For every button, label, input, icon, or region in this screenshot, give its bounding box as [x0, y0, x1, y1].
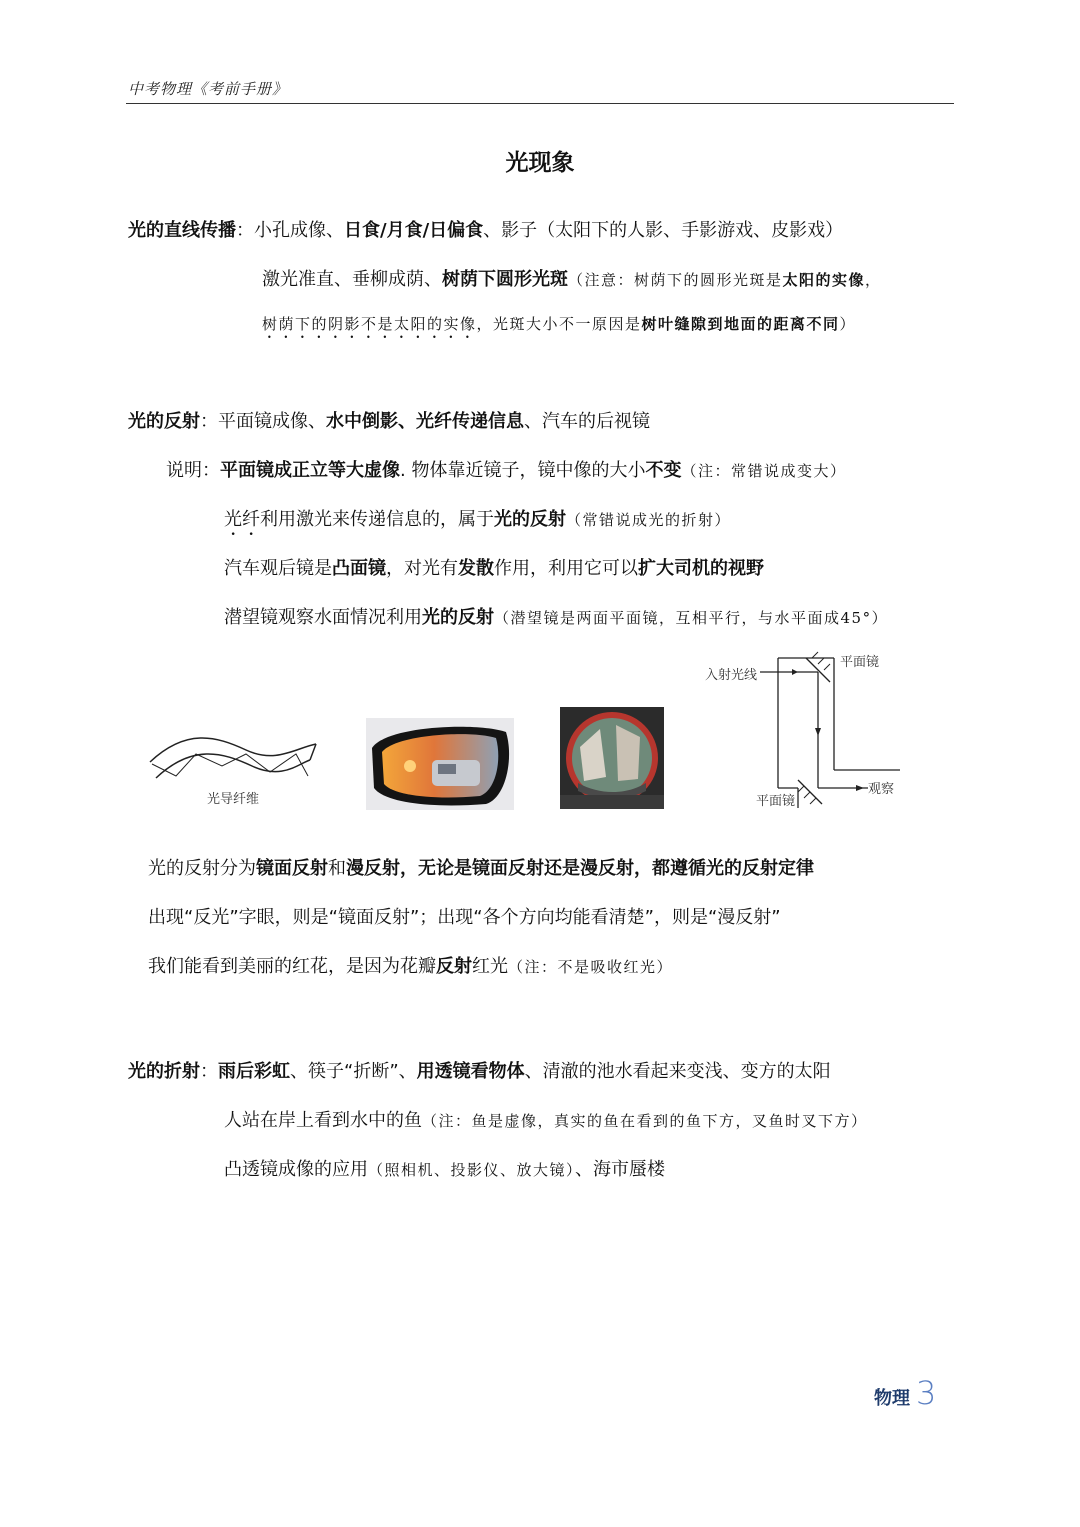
reflection-line-3: 光纤利用激光来传递信息的，属于光的反射（常错说成光的折射） — [224, 509, 732, 530]
rearview-mirror-photo — [366, 718, 514, 810]
running-header: 中考物理《考前手册》 — [128, 80, 289, 98]
reflection-line-1: 光的反射：平面镜成像、水中倒影、光纤传递信息、汽车的后视镜 — [128, 411, 650, 432]
refraction-line-2: 人站在岸上看到水中的鱼（注：鱼是虚像，真实的鱼在看到的鱼下方，叉鱼时叉下方） — [224, 1110, 868, 1131]
periscope-label-incident: 入射光线 — [705, 668, 758, 683]
reflection-line-8: 我们能看到美丽的红花，是因为花瓣反射红光（注：不是吸收红光） — [148, 956, 674, 977]
page-footer — [874, 1374, 936, 1412]
reflection-line-5: 潜望镜观察水面情况利用光的反射（潜望镜是两面平面镜，互相平行，与水平面成45°） — [224, 607, 889, 628]
reflection-label: 光的反射 — [128, 411, 200, 432]
reflection-line-2: 说明：平面镜成正立等大虚像. 物体靠近镜子，镜中像的大小不变（注：常错说成变大） — [166, 460, 847, 481]
straight-label: 光的直线传播 — [128, 220, 236, 241]
refraction-label: 光的折射 — [128, 1061, 200, 1082]
reflection-line-4: 汽车观后镜是凸面镜，对光有发散作用，利用它可以扩大司机的视野 — [224, 558, 764, 579]
header-divider — [126, 103, 954, 104]
periscope-label-observe: 观察 — [868, 782, 895, 797]
straight-line-1: 光的直线传播：小孔成像、日食/月食/日偏食、影子（太阳下的人影、手影游戏、皮影戏） — [128, 220, 844, 241]
page-number: 3 — [916, 1374, 937, 1412]
reflection-line-7: 出现“反光”字眼，则是“镜面反射”；出现“各个方向均能看清楚”，则是“漫反射” — [148, 907, 781, 928]
refraction-line-1: 光的折射：雨后彩虹、筷子“折断”、用透镜看物体、清澈的池水看起来变浅、变方的太阳 — [128, 1061, 831, 1082]
footer-subject: 物理 — [874, 1388, 910, 1409]
straight-line-3: 树荫下的阴影不是太阳的实像，光斑大小不一原因是树叶缝隙到地面的距离不同） — [262, 315, 857, 333]
straight-line-2: 激光准直、垂柳成荫、树荫下圆形光斑（注意：树荫下的圆形光斑是太阳的实像， — [262, 269, 882, 290]
convex-mirror-photo — [560, 707, 664, 809]
periscope-label-top-mirror: 平面镜 — [840, 655, 880, 670]
optical-fiber-label: 光导纤维 — [207, 792, 260, 807]
emphasis-text: 树荫下的阴影不是太阳的实像 — [262, 315, 477, 333]
reflection-line-6: 光的反射分为镜面反射和漫反射，无论是镜面反射还是漫反射，都遵循光的反射定律 — [148, 858, 814, 879]
page-title: 光现象 — [505, 150, 575, 176]
periscope-label-bottom-mirror: 平面镜 — [756, 794, 796, 809]
refraction-line-3: 凸透镜成像的应用（照相机、投影仪、放大镜）、海市蜃楼 — [224, 1159, 666, 1180]
